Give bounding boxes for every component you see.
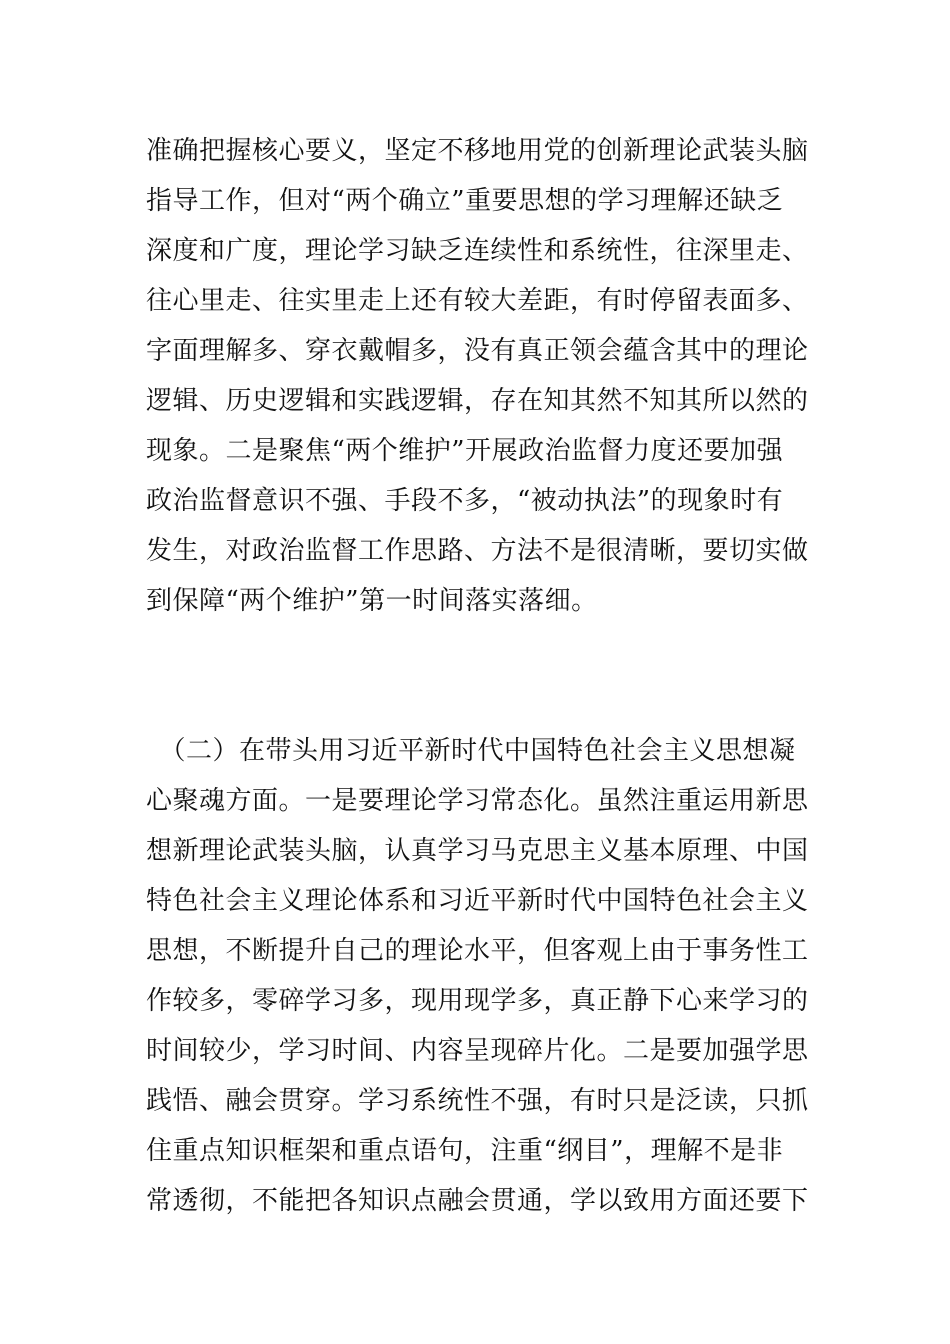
- text-line: 住重点知识框架和重点语句，注重“纲目”，理解不是非: [146, 1136, 784, 1166]
- text-line: 深度和广度，理论学习缺乏连续性和系统性，往深里走、: [146, 236, 809, 266]
- text-line: 现象。二是聚焦“两个维护”开展政治监督力度还要加强: [146, 436, 784, 466]
- text-line: 往心里走、往实里走上还有较大差距，有时停留表面多、: [146, 286, 809, 316]
- text-line: 时间较少，学习时间、内容呈现碎片化。二是要加强学思: [146, 1036, 809, 1066]
- text-line: 逻辑、历史逻辑和实践逻辑，存在知其然不知其所以然的: [146, 386, 809, 416]
- paragraph-2: [146, 726, 816, 1226]
- text-line: 到保障“两个维护”第一时间落实落细。: [146, 586, 598, 616]
- text-line: 常透彻，不能把各知识点融会贯通，学以致用方面还要下: [146, 1186, 809, 1216]
- paragraph-1: [146, 126, 816, 626]
- text-line: 政治监督意识不强、手段不多，“被动执法”的现象时有: [146, 486, 784, 516]
- text-line: 特色社会主义理论体系和习近平新时代中国特色社会主义: [146, 886, 809, 916]
- text-line: 作较多，零碎学习多，现用现学多，真正静下心来学习的: [146, 986, 809, 1016]
- text-line: 字面理解多、穿衣戴帽多，没有真正领会蕴含其中的理论: [146, 336, 809, 366]
- text-line: 想新理论武装头脑，认真学习马克思主义基本原理、中国: [146, 836, 809, 866]
- text-line: 发生，对政治监督工作思路、方法不是很清晰，要切实做: [146, 536, 809, 566]
- text-line: 思想，不断提升自己的理论水平，但客观上由于事务性工: [146, 936, 809, 966]
- section-heading-line: （二）在带头用习近平新时代中国特色社会主义思想凝: [146, 736, 796, 766]
- text-line: 指导工作，但对“两个确立”重要思想的学习理解还缺乏: [146, 186, 784, 216]
- text-line: 践悟、融会贯穿。学习系统性不强，有时只是泛读，只抓: [146, 1086, 809, 1116]
- text-line: 准确把握核心要义，坚定不移地用党的创新理论武装头脑: [146, 136, 809, 166]
- text-line: 心聚魂方面。一是要理论学习常态化。虽然注重运用新思: [146, 786, 809, 816]
